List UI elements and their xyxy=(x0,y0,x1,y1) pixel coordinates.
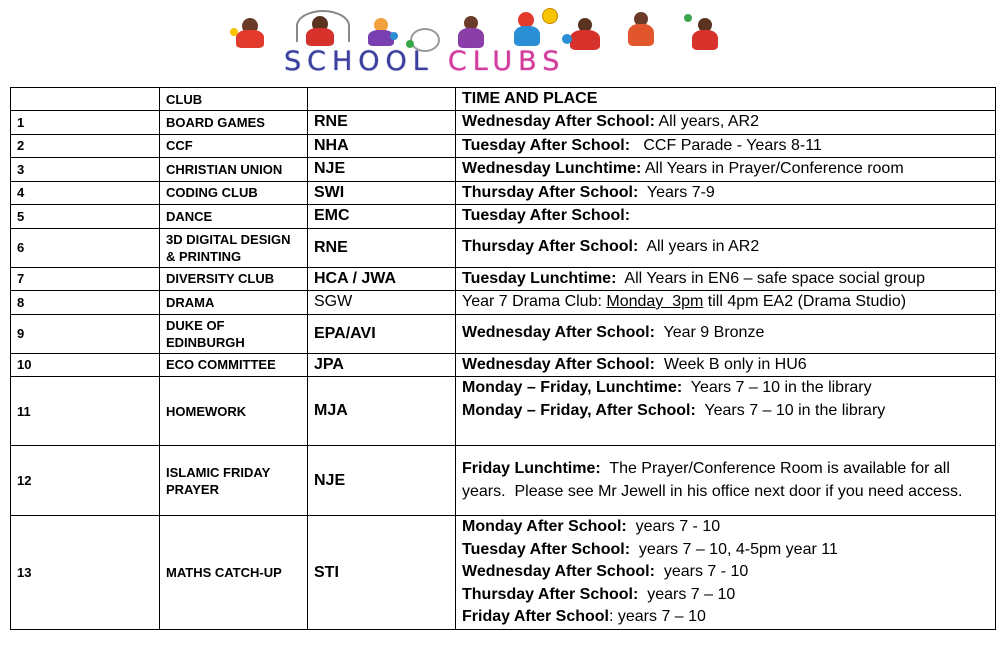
time-line xyxy=(462,584,989,607)
time-and-place xyxy=(456,446,996,516)
table-row xyxy=(11,353,996,377)
staff-code: NHA xyxy=(308,134,456,158)
club-name-line-1: ISLAMIC FRIDAY xyxy=(166,464,271,480)
time-detail: All Years in EN6 – safe space social group xyxy=(616,269,926,287)
time-detail: Years 7 – 10 in the library xyxy=(695,401,886,419)
time-and-place xyxy=(456,181,996,205)
time-detail: All years, AR2 xyxy=(654,113,759,130)
time-detail: : years 7 – 10 xyxy=(608,608,706,626)
time-line xyxy=(462,516,989,539)
time-detail: Year 9 Bronze xyxy=(654,324,765,342)
time-label: Thursday After School: xyxy=(462,183,639,201)
cartoon-kid-9-image xyxy=(620,12,660,50)
table-row xyxy=(11,111,996,135)
club-name: DANCE xyxy=(160,205,308,229)
time-and-place xyxy=(456,353,996,377)
time-label: Tuesday After School: xyxy=(462,540,631,558)
staff-code: SGW xyxy=(308,291,456,315)
time-and-place xyxy=(456,205,996,229)
time-line xyxy=(462,400,989,423)
banner-title-clubs: CLUBS xyxy=(447,46,566,77)
time-detail: Week B only in HU6 xyxy=(654,355,807,373)
table-row xyxy=(11,267,996,291)
club-name xyxy=(160,314,308,353)
time-detail: years 7 – 10 xyxy=(638,585,736,603)
time-label: Friday Lunchtime: xyxy=(462,460,601,477)
row-number: 9 xyxy=(11,314,160,353)
time-detail-prefix: Year 7 Drama Club: xyxy=(462,293,607,310)
row-number: 2 xyxy=(11,134,160,158)
cartoon-kid-7-image xyxy=(540,6,560,26)
header-club-cell: CLUB xyxy=(160,88,308,111)
staff-code: RNE xyxy=(308,228,456,267)
club-name-line-2: PRAYER xyxy=(166,481,219,497)
row-number: 12 xyxy=(11,446,160,516)
staff-code: SWI xyxy=(308,181,456,205)
header-number-cell xyxy=(11,88,160,111)
time-label: Thursday After School: xyxy=(462,585,639,603)
time-label: Monday After School: xyxy=(462,518,627,536)
club-name-line-1: DUKE OF xyxy=(166,317,225,333)
time-label: Wednesday After School: xyxy=(462,324,655,342)
club-name: CCF xyxy=(160,134,308,158)
row-number: 13 xyxy=(11,516,160,630)
cartoon-kid-5-image xyxy=(450,14,490,50)
cartoon-kid-3-image xyxy=(362,18,400,48)
table-row xyxy=(11,291,996,315)
time-label: Friday After School xyxy=(462,608,609,626)
time-detail: The Prayer/Conference Room is available for all years. Please see Mr Jewell in his office next door if you need access. xyxy=(462,460,963,500)
row-number: 11 xyxy=(11,377,160,446)
table-row xyxy=(11,158,996,182)
row-number: 7 xyxy=(11,267,160,291)
time-and-place xyxy=(456,228,996,267)
time-label: Monday – Friday, Lunchtime: xyxy=(462,379,683,396)
clubs-table xyxy=(10,87,996,630)
time-and-place xyxy=(456,158,996,182)
table-row xyxy=(11,134,996,158)
club-name: BOARD GAMES xyxy=(160,111,308,135)
time-detail: Years 7 – 10 in the library xyxy=(682,379,872,396)
row-number: 4 xyxy=(11,181,160,205)
staff-code: EPA/AVI xyxy=(308,314,456,353)
staff-code: MJA xyxy=(308,377,456,446)
club-name: HOMEWORK xyxy=(160,377,308,446)
time-and-place xyxy=(456,516,996,630)
staff-code: EMC xyxy=(308,205,456,229)
staff-code: HCA / JWA xyxy=(308,267,456,291)
time-label: Tuesday Lunchtime: xyxy=(462,269,617,287)
table-row xyxy=(11,516,996,630)
time-detail-suffix: till 4pm EA2 (Drama Studio) xyxy=(703,293,907,310)
club-name xyxy=(160,228,308,267)
time-and-place xyxy=(456,314,996,353)
club-name: DRAMA xyxy=(160,291,308,315)
row-number: 10 xyxy=(11,353,160,377)
time-line xyxy=(462,561,989,584)
row-number: 8 xyxy=(11,291,160,315)
staff-code: NJE xyxy=(308,446,456,516)
row-number: 5 xyxy=(11,205,160,229)
time-label: Wednesday After School: xyxy=(462,563,655,581)
row-number: 1 xyxy=(11,111,160,135)
time-label: Tuesday After School: xyxy=(462,136,631,154)
club-name xyxy=(160,446,308,516)
club-name: CODING CLUB xyxy=(160,181,308,205)
time-label: Tuesday After School: xyxy=(462,207,631,224)
time-detail-underlined: Monday 3pm xyxy=(606,293,704,310)
time-and-place xyxy=(456,111,996,135)
table-row xyxy=(11,228,996,267)
cartoon-kid-2-image xyxy=(290,8,354,48)
club-name-line-2: EDINBURGH xyxy=(166,334,245,350)
cartoon-kid-10-image xyxy=(678,14,728,52)
time-label: Wednesday After School: xyxy=(462,113,655,130)
time-label: Wednesday Lunchtime: xyxy=(462,160,642,177)
club-name-line-2: & PRINTING xyxy=(166,248,242,264)
staff-code: NJE xyxy=(308,158,456,182)
club-name: CHRISTIAN UNION xyxy=(160,158,308,182)
time-detail: years 7 – 10, 4-5pm year 11 xyxy=(630,540,838,558)
table-row xyxy=(11,314,996,353)
staff-code: STI xyxy=(308,516,456,630)
table-header-row xyxy=(11,88,996,111)
header-staff-cell xyxy=(308,88,456,111)
banner-title xyxy=(284,46,664,78)
table-row xyxy=(11,205,996,229)
time-and-place xyxy=(456,267,996,291)
time-line xyxy=(462,606,989,629)
table-row xyxy=(11,446,996,516)
staff-code: JPA xyxy=(308,353,456,377)
club-name: ECO COMMITTEE xyxy=(160,353,308,377)
header-time-place-cell: TIME AND PLACE xyxy=(456,88,996,111)
time-detail: years 7 - 10 xyxy=(626,518,721,536)
time-paragraph xyxy=(462,458,989,503)
table-row xyxy=(11,377,996,446)
time-label: Thursday After School: xyxy=(462,238,639,256)
time-detail: years 7 - 10 xyxy=(654,563,749,581)
time-line xyxy=(462,377,989,400)
staff-code: RNE xyxy=(308,111,456,135)
banner-title-school: SCHOOL xyxy=(284,46,434,77)
school-clubs-banner xyxy=(222,6,732,76)
row-number: 6 xyxy=(11,228,160,267)
row-number: 3 xyxy=(11,158,160,182)
club-name-line-1: 3D DIGITAL DESIGN xyxy=(166,231,291,247)
club-name: MATHS CATCH-UP xyxy=(160,516,308,630)
time-detail: All Years in Prayer/Conference room xyxy=(641,160,904,177)
time-detail: CCF Parade - Years 8-11 xyxy=(630,136,822,154)
time-and-place xyxy=(456,291,996,315)
time-label: Monday – Friday, After School: xyxy=(462,401,696,419)
time-line xyxy=(462,539,989,562)
time-detail: All years in AR2 xyxy=(638,238,760,256)
time-and-place xyxy=(456,377,996,446)
time-label: Wednesday After School: xyxy=(462,355,655,373)
cartoon-kid-1-image xyxy=(230,14,270,48)
table-row xyxy=(11,181,996,205)
club-name: DIVERSITY CLUB xyxy=(160,267,308,291)
time-and-place xyxy=(456,134,996,158)
time-detail: Years 7-9 xyxy=(638,183,715,201)
